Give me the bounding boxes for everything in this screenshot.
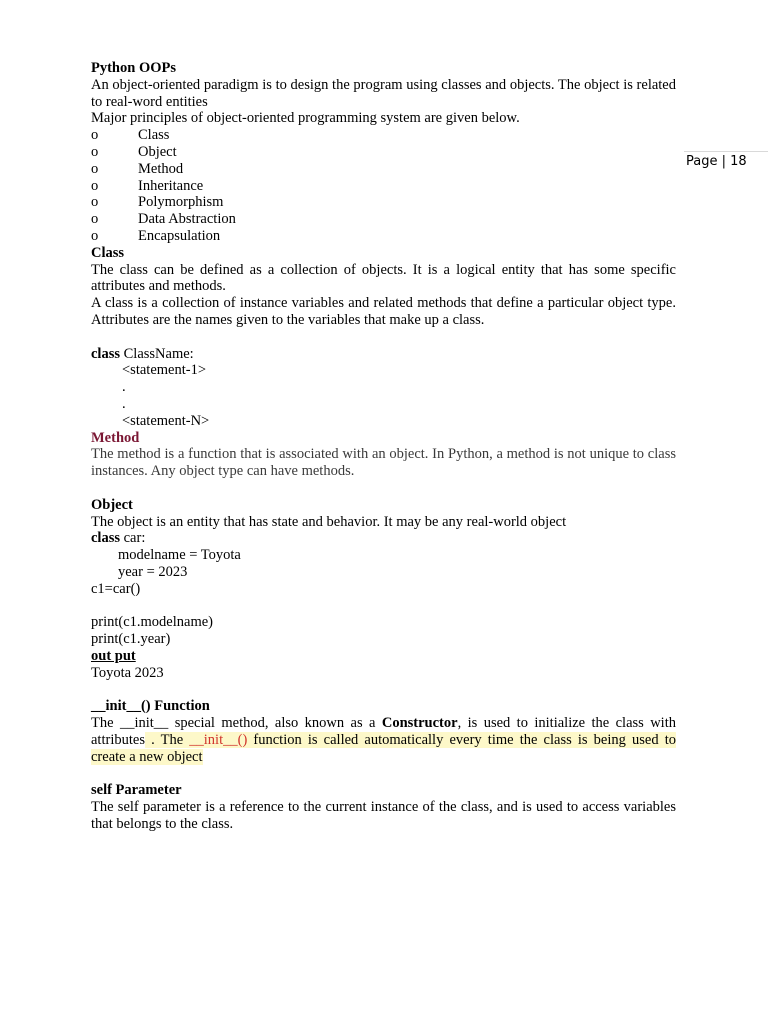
code-line: c1=car() bbox=[91, 580, 141, 597]
intro-paragraph: An object-oriented paradigm is to design the program using classes and objects. The object is related to real-word entities bbox=[91, 76, 676, 110]
principles-list bbox=[91, 127, 676, 245]
class-paragraph-2: A class is a collection of instance variables and related methods that define a particular object type. Attributes are the names given to the variables that make up a class. bbox=[91, 295, 676, 328]
list-item: o Polymorphism bbox=[91, 194, 224, 211]
list-item: o Encapsulation bbox=[91, 227, 221, 244]
syntax-dot: . bbox=[122, 379, 126, 396]
document-body bbox=[91, 60, 676, 833]
code-class-line: class car: bbox=[91, 530, 146, 547]
class-heading: Class bbox=[91, 244, 125, 261]
bullet-icon: o bbox=[91, 143, 99, 160]
class-paragraph-1: The class can be defined as a collection of objects. It is a logical entity that has some specific attributes and methods. bbox=[91, 261, 676, 295]
code-line: year = 2023 bbox=[118, 563, 188, 580]
list-item: o Data Abstraction bbox=[91, 211, 236, 228]
self-paragraph: The self parameter is a reference to the current instance of the class, and is used to access variables that belongs to the class. bbox=[91, 799, 676, 832]
list-item: o Method bbox=[91, 160, 184, 177]
highlighted-text: . The __init__() function is called automatically every time the class is being used to create a new object bbox=[91, 731, 677, 765]
init-paragraph: The __init__ special method, also known as a Constructor, is used to initialize the class with attributes . The __init__() function is called automatically every time the class is being used to create a new object bbox=[91, 715, 677, 765]
object-heading: Object bbox=[91, 496, 133, 513]
bullet-icon: o bbox=[91, 127, 99, 144]
output-value: Toyota 2023 bbox=[91, 664, 164, 681]
syntax-dot: . bbox=[122, 395, 126, 412]
document-title: Python OOPs bbox=[91, 60, 176, 76]
method-heading: Method bbox=[91, 429, 140, 446]
syntax-statement-1: <statement-1> bbox=[122, 362, 206, 379]
list-item: o Class bbox=[91, 127, 170, 144]
method-paragraph: The method is a function that is associated with an object. In Python, a method is not unique to class instances. Any object type can have methods. bbox=[91, 446, 676, 480]
code-line: modelname = Toyota bbox=[118, 547, 241, 564]
list-item: o Inheritance bbox=[91, 177, 204, 194]
class-syntax-line: class ClassName: bbox=[91, 345, 194, 362]
bullet-icon: o bbox=[91, 211, 99, 228]
principles-intro: Major principles of object-oriented programming system are given below. bbox=[91, 110, 520, 127]
bullet-icon: o bbox=[91, 160, 99, 177]
object-paragraph: The object is an entity that has state and behavior. It may be any real-world object bbox=[91, 513, 567, 530]
code-line: print(c1.modelname) bbox=[91, 614, 213, 631]
output-label: out put bbox=[91, 647, 136, 664]
bullet-icon: o bbox=[91, 194, 99, 211]
init-heading: __init__() Function bbox=[91, 698, 210, 715]
bullet-icon: o bbox=[91, 227, 99, 244]
code-line: print(c1.year) bbox=[91, 631, 171, 648]
syntax-statement-n: <statement-N> bbox=[122, 412, 210, 429]
page-number: Page | 18 bbox=[684, 151, 768, 169]
bullet-icon: o bbox=[91, 177, 99, 194]
self-heading: self Parameter bbox=[91, 782, 182, 799]
list-item: o Object bbox=[91, 143, 177, 160]
